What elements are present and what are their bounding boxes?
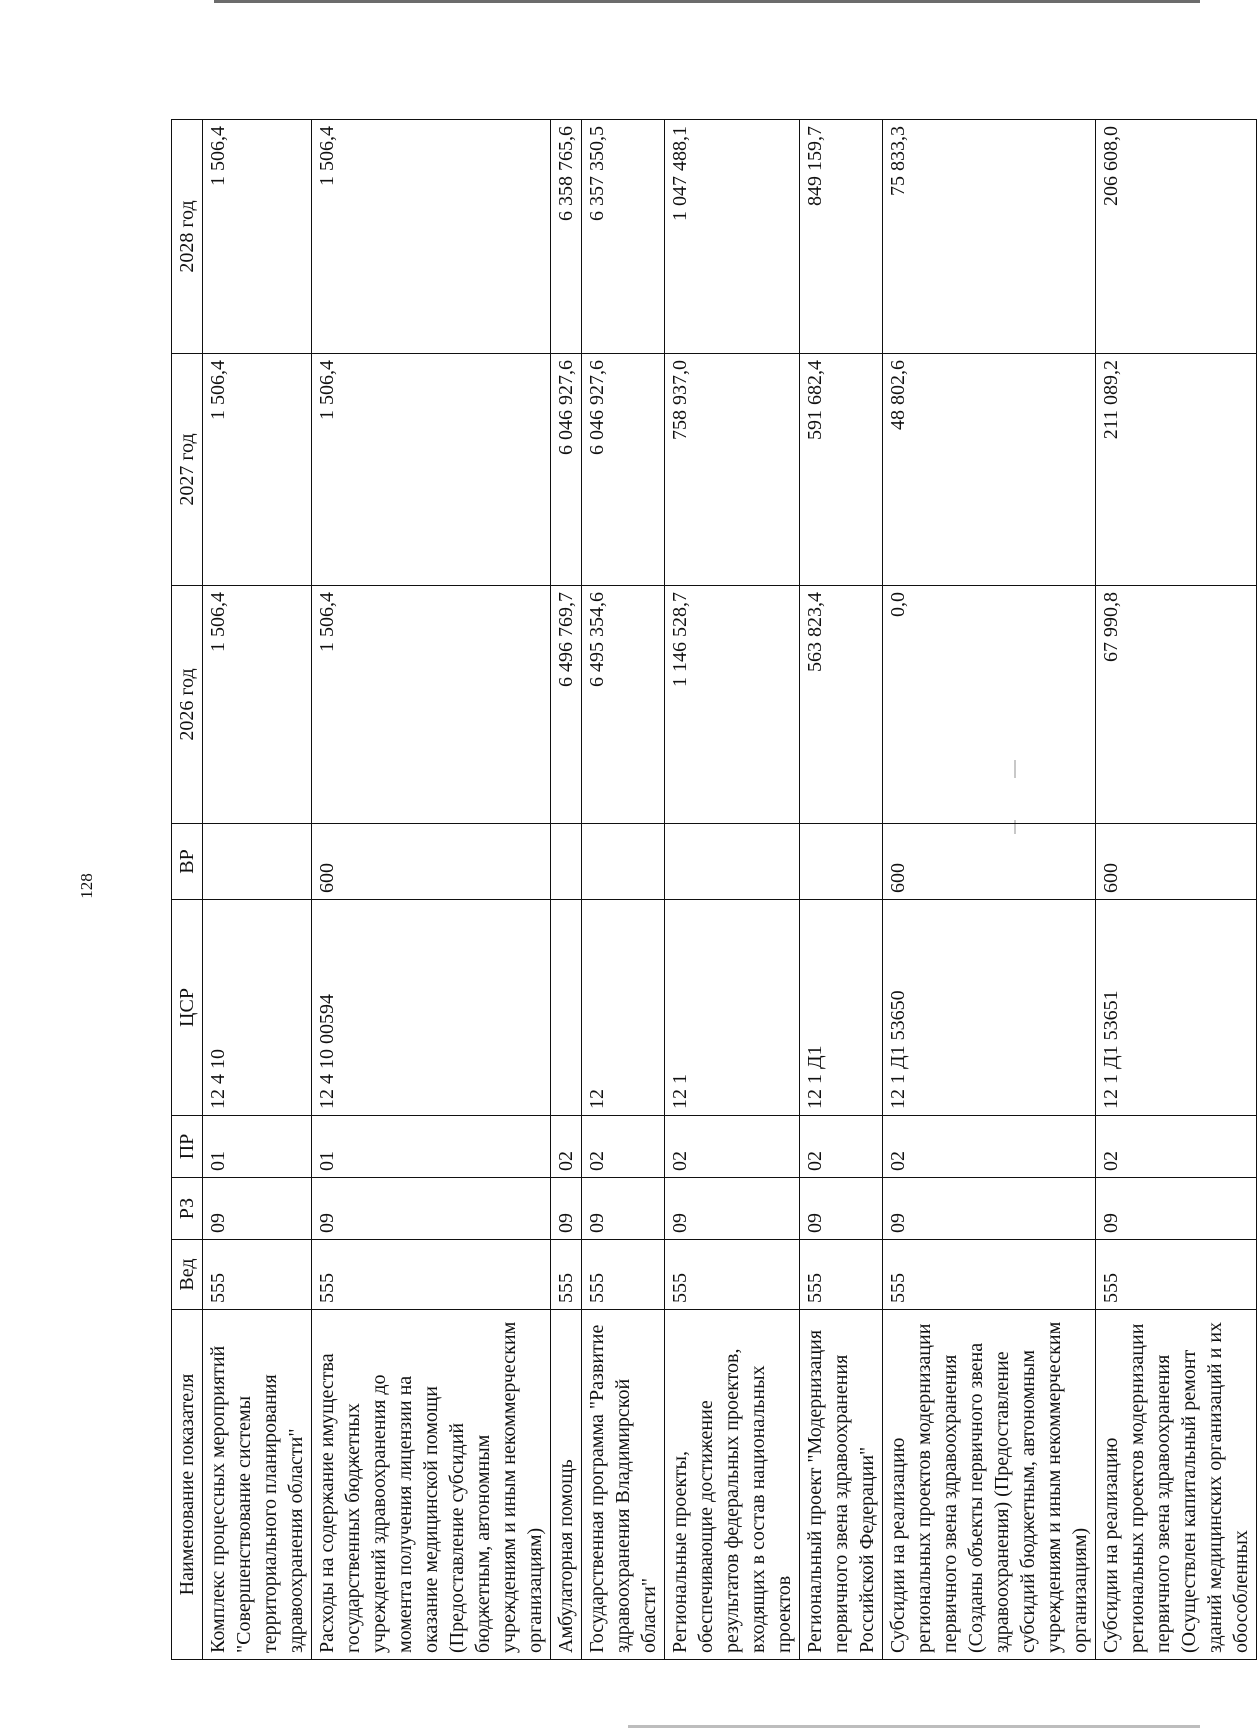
row-csr: 12 1 Д1 53651 bbox=[1096, 900, 1257, 1116]
row-2026: 563 823,4 bbox=[800, 586, 883, 824]
row-2028: 206 608,0 bbox=[1096, 120, 1257, 354]
table-header-row bbox=[172, 120, 203, 1660]
row-ved: 555 bbox=[203, 1240, 312, 1310]
row-pr: 02 bbox=[883, 1116, 1096, 1178]
row-name: Субсидии на реализацию региональных проектов модернизации первичного звена здравоохранения (Осуществлен капитальный ремонт зданий медицинских организаций и их обособленных bbox=[1096, 1310, 1257, 1660]
row-ved: 555 bbox=[665, 1240, 800, 1310]
row-rz: 09 bbox=[582, 1178, 665, 1240]
row-ved: 555 bbox=[883, 1240, 1096, 1310]
row-2027: 6 046 927,6 bbox=[582, 354, 665, 586]
budget-table-rotated bbox=[171, 120, 1252, 1660]
row-csr: 12 1 bbox=[665, 900, 800, 1116]
row-2026: 1 506,4 bbox=[203, 586, 312, 824]
row-csr: 12 bbox=[582, 900, 665, 1116]
row-2028: 1 047 488,1 bbox=[665, 120, 800, 354]
row-name: Региональный проект "Модернизация первичного звена здравоохранения Российской Федерации" bbox=[800, 1310, 883, 1660]
table-row bbox=[551, 120, 582, 1660]
row-name: Расходы на содержание имущества государственных бюджетных учреждений здравоохранения до момента получения лицензии на оказание медицинской помощи (Предоставление субсидий бюджетным, автономным учреждениям и иным некоммерческим организациям) bbox=[312, 1310, 551, 1660]
row-2026: 6 496 769,7 bbox=[551, 586, 582, 824]
row-csr bbox=[551, 900, 582, 1116]
row-ved: 555 bbox=[312, 1240, 551, 1310]
row-rz: 09 bbox=[203, 1178, 312, 1240]
row-vr: 600 bbox=[883, 824, 1096, 900]
row-2027: 1 506,4 bbox=[203, 354, 312, 586]
row-pr: 02 bbox=[665, 1116, 800, 1178]
row-ved: 555 bbox=[582, 1240, 665, 1310]
budget-table bbox=[171, 119, 1257, 1660]
row-csr: 12 4 10 bbox=[203, 900, 312, 1116]
row-2027: 1 506,4 bbox=[312, 354, 551, 586]
row-csr: 12 4 10 00594 bbox=[312, 900, 551, 1116]
row-2026: 67 990,8 bbox=[1096, 586, 1257, 824]
table-row bbox=[203, 120, 312, 1660]
table-row bbox=[582, 120, 665, 1660]
top-edge-line bbox=[214, 0, 1200, 3]
row-2028: 6 358 765,6 bbox=[551, 120, 582, 354]
row-rz: 09 bbox=[800, 1178, 883, 1240]
row-csr: 12 1 Д1 53650 bbox=[883, 900, 1096, 1116]
table-row bbox=[883, 120, 1096, 1660]
row-name: Амбулаторная помощь bbox=[551, 1310, 582, 1660]
header-2026: 2026 год bbox=[172, 586, 203, 824]
page-number: 128 bbox=[77, 873, 96, 899]
header-csr: ЦСР bbox=[172, 900, 203, 1116]
row-rz: 09 bbox=[312, 1178, 551, 1240]
row-2028: 1 506,4 bbox=[312, 120, 551, 354]
row-pr: 02 bbox=[1096, 1116, 1257, 1178]
row-2028: 6 357 350,5 bbox=[582, 120, 665, 354]
table-row bbox=[800, 120, 883, 1660]
row-vr bbox=[800, 824, 883, 900]
header-ved: Вед bbox=[172, 1240, 203, 1310]
row-2026: 0,0 bbox=[883, 586, 1096, 824]
row-name: Субсидии на реализацию региональных проектов модернизации первичного звена здравоохранения (Созданы объекты первичного звена здравоохранения) (Предоставление субсидий бюджетным, автономным учреждениям и иным некоммерческим организациям) bbox=[883, 1310, 1096, 1660]
row-vr: 600 bbox=[312, 824, 551, 900]
row-rz: 09 bbox=[665, 1178, 800, 1240]
row-pr: 01 bbox=[312, 1116, 551, 1178]
row-csr: 12 1 Д1 bbox=[800, 900, 883, 1116]
row-vr: 600 bbox=[1096, 824, 1257, 900]
table-row bbox=[665, 120, 800, 1660]
row-ved: 555 bbox=[1096, 1240, 1257, 1310]
table-row bbox=[1096, 120, 1257, 1660]
table-row bbox=[312, 120, 551, 1660]
header-name: Наименование показателя bbox=[172, 1310, 203, 1660]
row-pr: 01 bbox=[203, 1116, 312, 1178]
scan-edge-line bbox=[628, 1725, 1200, 1728]
row-name: Государственная программа "Развитие здравоохранения Владимирской области" bbox=[582, 1310, 665, 1660]
row-name: Комплекс процессных мероприятий "Совершенствование системы территориального планирования здравоохранения области" bbox=[203, 1310, 312, 1660]
row-2028: 849 159,7 bbox=[800, 120, 883, 354]
row-ved: 555 bbox=[800, 1240, 883, 1310]
row-2028: 1 506,4 bbox=[203, 120, 312, 354]
row-vr bbox=[665, 824, 800, 900]
row-rz: 09 bbox=[883, 1178, 1096, 1240]
row-ved: 555 bbox=[551, 1240, 582, 1310]
header-vr: ВР bbox=[172, 824, 203, 900]
row-2027: 591 682,4 bbox=[800, 354, 883, 586]
row-2026: 1 506,4 bbox=[312, 586, 551, 824]
row-name: Региональные проекты, обеспечивающие достижение результатов федеральных проектов, входящих в состав национальных проектов bbox=[665, 1310, 800, 1660]
row-2027: 6 046 927,6 bbox=[551, 354, 582, 586]
header-rz: РЗ bbox=[172, 1178, 203, 1240]
row-2028: 75 833,3 bbox=[883, 120, 1096, 354]
header-pr: ПР bbox=[172, 1116, 203, 1178]
row-vr bbox=[582, 824, 665, 900]
row-2026: 6 495 354,6 bbox=[582, 586, 665, 824]
row-rz: 09 bbox=[1096, 1178, 1257, 1240]
row-vr bbox=[203, 824, 312, 900]
row-pr: 02 bbox=[800, 1116, 883, 1178]
row-2027: 211 089,2 bbox=[1096, 354, 1257, 586]
row-2027: 48 802,6 bbox=[883, 354, 1096, 586]
header-2028: 2028 год bbox=[172, 120, 203, 354]
row-pr: 02 bbox=[551, 1116, 582, 1178]
row-rz: 09 bbox=[551, 1178, 582, 1240]
row-pr: 02 bbox=[582, 1116, 665, 1178]
row-2027: 758 937,0 bbox=[665, 354, 800, 586]
row-vr bbox=[551, 824, 582, 900]
row-2026: 1 146 528,7 bbox=[665, 586, 800, 824]
header-2027: 2027 год bbox=[172, 354, 203, 586]
